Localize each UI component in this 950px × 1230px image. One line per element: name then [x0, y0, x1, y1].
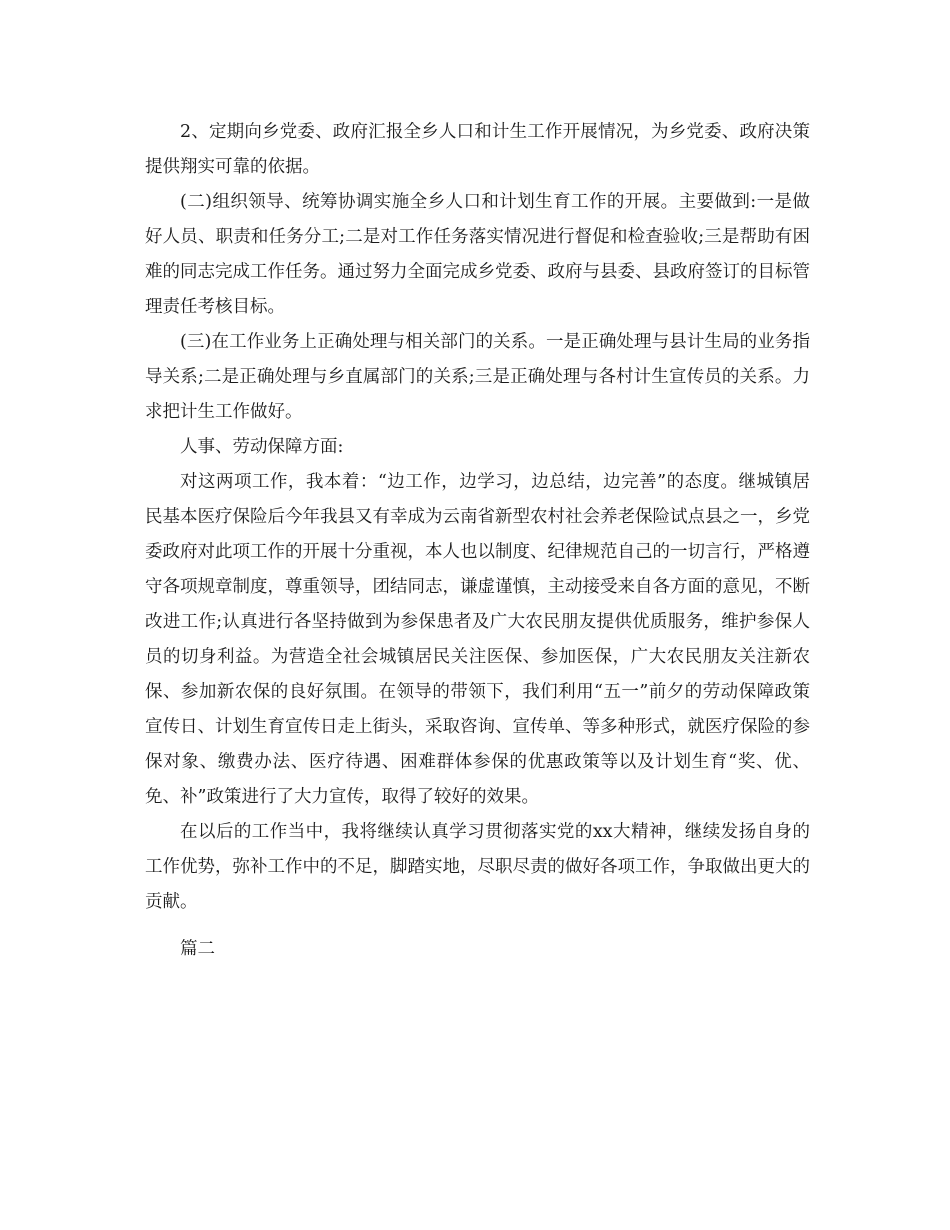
- paragraph-section-heading: 人事、劳动保障方面:: [180, 437, 344, 457]
- paragraph-part-two: 篇二: [180, 939, 215, 959]
- paragraph-future-work: 在以后的工作当中，我将继续认真学习贯彻落实党的xx大精神，继续发扬自身的工作优势，弥补工作中的不足，脚踏实地，尽职尽责的做好各项工作，争取做出更大的贡献。: [145, 822, 810, 912]
- document-page: [145, 115, 810, 967]
- paragraph-labor-security: 对这两项工作，我本着：“边工作，边学习，边总结，边完善”的态度。继城镇居民基本医疗保险后今年我县又有幸成为云南省新型农村社会养老保险试点县之一，乡党委政府对此项工作的开展十分重视，本人也以制度、纪律规范自己的一切言行，严格遵守各项规章制度，尊重领导，团结同志，谦虚谨慎，主动接受来自各方面的意见，不断改进工作;认真进行各坚持做到为参保患者及广大农民朋友提供优质服务，维护参保人员的切身利益。为营造全社会城镇居民关注医保、参加医保，广大农民朋友关注新农保、参加新农保的良好氛围。在领导的带领下，我们利用“五一”前夕的劳动保障政策宣传日、计划生育宣传日走上街头，采取咨询、宣传单、等多种形式，就医疗保险的参保对象、缴费办法、医疗待遇、困难群体参保的优惠政策等以及计划生育“奖、优、免、补”政策进行了大力宣传，取得了较好的效果。: [145, 472, 810, 807]
- paragraph-organize-lead: (二)组织领导、统筹协调实施全乡人口和计划生育工作的开展。主要做到:一是做好人员、职责和任务分工;二是对工作任务落实情况进行督促和检查验收;三是帮助有困难的同志完成工作任务。通过努力全面完成乡党委、政府与县委、县政府签订的目标管理责任考核目标。: [145, 192, 810, 317]
- paragraph-department-relations: (三)在工作业务上正确处理与相关部门的关系。一是正确处理与县计生局的业务指导关系;二是正确处理与乡直属部门的关系;三是正确处理与各村计生宣传员的关系。力求把计生工作做好。: [145, 332, 810, 422]
- paragraph-report-duty: 2、定期向乡党委、政府汇报全乡人口和计生工作开展情况，为乡党委、政府决策提供翔实可靠的依据。: [145, 122, 810, 177]
